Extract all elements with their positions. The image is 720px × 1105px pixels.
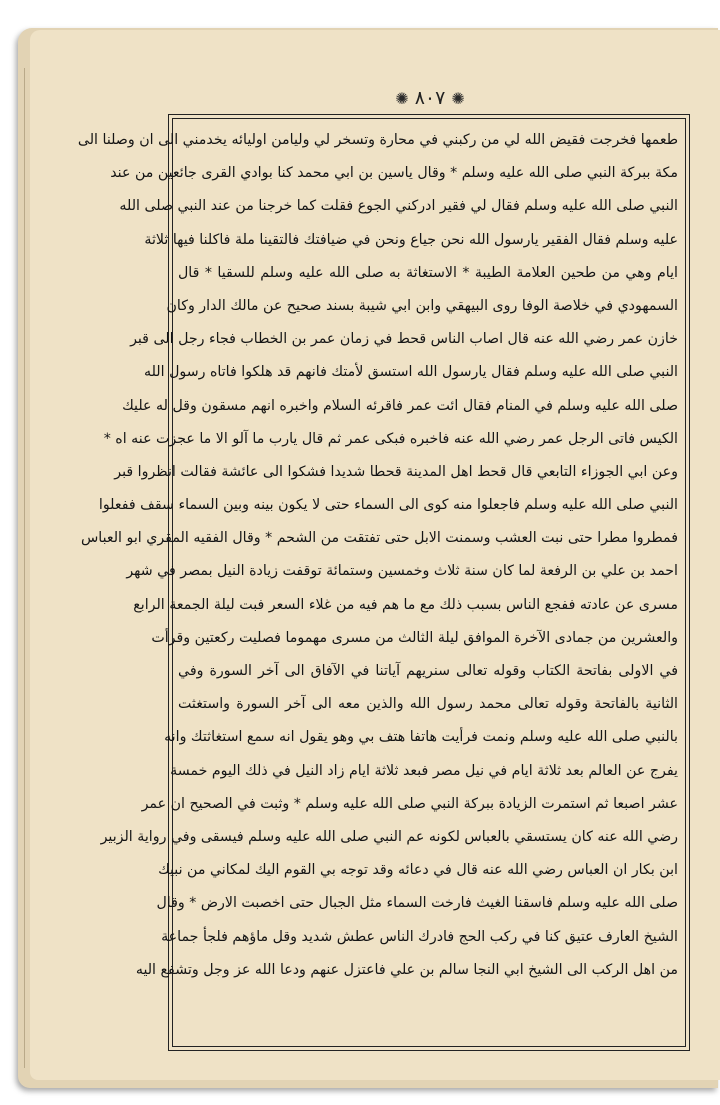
text-line: من اهل الركب الى الشيخ ابي النجا سالم بن علي فاعتزل عنهم ودعا الله عز وجل وتشفع اليه [135, 961, 678, 978]
page-number: ٨٠٧ [414, 87, 446, 109]
text-line: الثانية بالفاتحة وقوله تعالى محمد رسول الله والذين معه الى آخر السورة واستغثت [178, 696, 678, 713]
text-line: طعمها فخرجت فقيض الله لي من ركبني في محارة وتسخر لي وليامن اوليائه يخدمني الى ان وصلنا الى [77, 132, 678, 148]
text-line: يفرج عن العالم بعد ثلاثة ايام في نيل مصر فبعد ثلاثة ايام زاد النيل في ذلك اليوم خمسة [170, 762, 678, 779]
text-line: الشيخ العارف عتيق كنا في ركب الحج فادرك الناس عطش شديد وقل ماؤهم فلجأ جماعة [161, 928, 678, 945]
text-line: احمد بن علي بن الرفعة لما كان سنة ثلاث وخمسين وستمائة توقفت زيادة النيل بمصر في شهر [126, 563, 678, 580]
text-line: بالنبي صلى الله عليه وسلم ونمت فرأيت هاتفا هتف بي وهو يقول انه سمع استغاثتك وانه [164, 729, 678, 746]
text-line: النبي صلى الله عليه وسلم فقال لي فقير ادركني الجوع فقلت كما خرجنا من عند النبي صلى الله [119, 198, 678, 215]
text-line: النبي صلى الله عليه وسلم فقال يارسول الله استسق لأمتك فانهم قد هلكوا فاتاه رسول الله [144, 364, 678, 381]
text-line: فمطروا مطرا حتى نبت العشب وسمنت الابل حتى تفتقت من الشحم * وقال الفقيه المقري ابو العباس [80, 530, 678, 547]
text-line: مكة ببركة النبي صلى الله عليه وسلم * وقال ياسين بن ابي محمد كنا بوادي القرى جائعين من عند [110, 165, 678, 182]
text-line: في الاولى بفاتحة الكتاب وقوله تعالى سنريهم آياتنا في الآفاق الى آخر السورة وفي [178, 663, 678, 679]
text-line: ايام وهي من طحين العلامة الطيبة * الاستغاثة به صلى الله عليه وسلم للسقيا * قال [178, 264, 678, 281]
text-line: النبي صلى الله عليه وسلم فاجعلوا منه كوى الى السماء حتى لا يكون بينه وبين السماء سقف ففعلوا [98, 497, 678, 514]
text-line: صلى الله عليه وسلم فاسقنا الغيث فارخت السماء مثل الجبال حتى اخصبت الارض * وقال [156, 895, 678, 912]
ornament-right-icon: ✺ [451, 89, 465, 108]
ornament-left-icon: ✺ [395, 89, 409, 108]
text-line: رضي الله عنه كان يستسقي بالعباس لكونه عم النبي صلى الله عليه وسلم فيسقى وفي رواية الزبير [100, 828, 678, 845]
text-line: الكيس فاتى الرجل عمر رضي الله عنه فاخبره فبكى عمر ثم قال يارب ما آلو الا ما عجزت عنه اه * [103, 430, 678, 447]
text-line: مسرى عن عادته ففجع الناس بسبب ذلك مع ما هم فيه من غلاء السعر فبت ليلة الجمعة الرابع [133, 596, 678, 613]
text-line: عليه وسلم فقال الفقير يارسول الله نحن جياع ونحن في ضيافتك فالتقينا ملة فاكلنا فيها ثلاثة [144, 231, 678, 248]
folio-header [370, 84, 490, 112]
text-line: خازن عمر رضي الله عنه قال اصاب الناس قحط في زمان عمر بن الخطاب فجاء رجل الى قبر [130, 331, 678, 348]
text-line: وعن ابي الجوزاء التابعي قال قحط اهل المدينة قحطا شديدا فشكوا الى عائشة فقالت انظروا قبر [114, 463, 678, 480]
text-line: ابن بكار ان العباس رضي الله عنه قال في دعائه وقد توجه بي القوم اليك لمكاني من نبيك [158, 862, 678, 879]
body-text [77, 124, 678, 1040]
text-line: السمهودي في خلاصة الوفا روى البيهقي وابن ابي شيبة بسند صحيح عن مالك الدار وكان [166, 297, 678, 314]
text-line: عشر اصبعا ثم استمرت الزيادة ببركة النبي صلى الله عليه وسلم * وثبت في الصحيح ان عمر [141, 795, 678, 812]
text-line: والعشرين من جمادى الآخرة الموافق ليلة الثالث من مسرى مهموما فصليت ركعتين وقرأت [151, 629, 678, 646]
text-line: صلى الله عليه وسلم في المنام فقال ائت عمر فاقرئه السلام واخبره انهم مسقون وقل له عليك [122, 397, 678, 414]
